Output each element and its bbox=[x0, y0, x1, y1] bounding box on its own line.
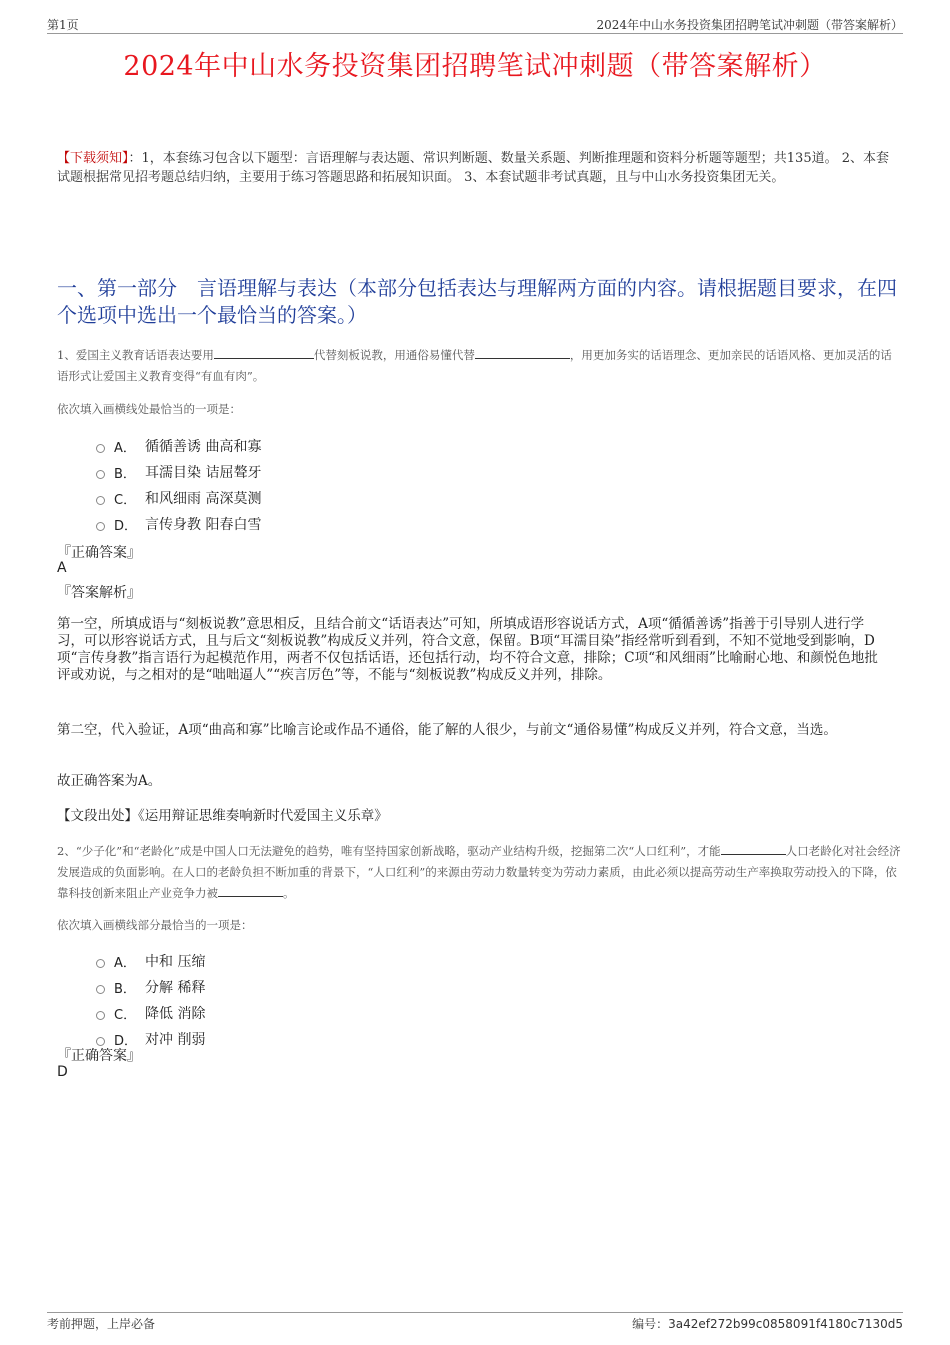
q2-option-d[interactable]: D． 对冲 削弱 bbox=[96, 1026, 205, 1052]
page-number: 第1页 bbox=[47, 18, 79, 32]
section-heading: 一、第一部分 言语理解与表达（本部分包括表达与理解两方面的内容。请根据题目要求，在四个选项中选出一个最恰当的答案。） bbox=[57, 276, 897, 327]
radio-icon[interactable] bbox=[96, 522, 105, 531]
radio-icon[interactable] bbox=[96, 496, 105, 505]
q1-option-d[interactable]: D． 言传身教 阳春白雪 bbox=[96, 511, 261, 537]
footer-slogan: 考前押题，上岸必备 bbox=[47, 1317, 156, 1331]
q2-option-b[interactable]: B． 分解 稀释 bbox=[96, 974, 205, 1000]
q2-answer: D bbox=[57, 1064, 68, 1080]
q1-instruction: 依次填入画横线处最恰当的一项是： bbox=[57, 402, 241, 416]
q2-options bbox=[96, 948, 205, 1052]
question-1-stem bbox=[57, 345, 902, 387]
q1-analysis-p1: 第一空，所填成语与“刻板说教”意思相反，且结合前文“话语表达”可知，所填成语形容说话方式，A项“循循善诱”指善于引导别人进行学习，可以形容说话方式，且与后文“刻板说教”构成反义并列，符合文意，保留。B项“耳濡目染”指经常听到看到，不知不觉地受到影响，D项“言传身教”指言语行为起模范作用，两者不仅包括话语，还包括行动，均不符合文意，排除；C项“和风细雨”比喻耐心地、和颜悦色地批评或劝说，与之相对的是“咄咄逼人”“疾言厉色”等，不能与“刻板说教”构成反义并列，排除。 bbox=[57, 616, 878, 683]
footer-serial: 编号：3a42ef272b99c0858091f4180c7130d5 bbox=[632, 1317, 903, 1331]
document-title: 2024年中山水务投资集团招聘笔试冲刺题（带答案解析） bbox=[123, 51, 827, 82]
q1-text-3: ，用更加务实的话语理念、更加亲民的话语风格、更加灵活的话语形式让爱国主义教育变得“有血有肉”。 bbox=[57, 348, 892, 383]
q2-text-2: 人口老龄化对社会经济发展造成的负面影响。在人口的老龄负担不断加重的背景下，“人口红利”的来源由劳动力数量转变为劳动力素质，由此必须以提高劳动生产率换取劳动投入的下降，依靠科技创新来阻止产业竞争力被 bbox=[57, 844, 901, 900]
q1-source: 【文段出处】《运用辩证思维奏响新时代爱国主义乐章》 bbox=[57, 808, 388, 824]
header-doc-title: 2024年中山水务投资集团招聘笔试冲刺题（带答案解析） bbox=[596, 18, 903, 32]
q1-analysis-label: 『答案解析』 bbox=[57, 585, 141, 601]
q1-answer: A bbox=[57, 560, 67, 576]
q2-option-a[interactable]: A． 中和 压缩 bbox=[96, 948, 205, 974]
q1-blank-2 bbox=[475, 347, 570, 359]
q1-option-a[interactable]: A． 循循善诱 曲高和寡 bbox=[96, 433, 261, 459]
q1-analysis-p2: 第二空，代入验证，A项“曲高和寡”比喻言论或作品不通俗，能了解的人很少，与前文“通俗易懂”构成反义并列，符合文意，当选。 bbox=[57, 722, 837, 738]
radio-icon[interactable] bbox=[96, 985, 105, 994]
radio-icon[interactable] bbox=[96, 470, 105, 479]
q2-text-1: 2、“少子化”和“老龄化”成是中国人口无法避免的趋势，唯有坚持国家创新战略，驱动产业结构升级，挖掘第二次“人口红利”，才能 bbox=[57, 844, 721, 858]
q2-instruction: 依次填入画横线部分最恰当的一项是： bbox=[57, 918, 253, 932]
notice-text: ：1，本套练习包含以下题型：言语理解与表达题、常识判断题、数量关系题、判断推理题和资料分析题等题型；共135道。 2、本套试题根据常见招考题总结归纳，主要用于练习答题思路和拓展知识面。 3、本套试题非考试真题，且与中山水务投资集团无关。 bbox=[57, 151, 890, 185]
q2-answer-label: 『正确答案』 bbox=[57, 1048, 141, 1064]
q1-text-1: 1、爱国主义教育话语表达要用 bbox=[57, 348, 214, 362]
q1-answer-label: 『正确答案』 bbox=[57, 545, 141, 561]
q1-text-2: 代替刻板说教，用通俗易懂代替 bbox=[313, 348, 475, 362]
radio-icon[interactable] bbox=[96, 444, 105, 453]
question-2-stem bbox=[57, 841, 902, 904]
q2-option-c[interactable]: C． 降低 消除 bbox=[96, 1000, 205, 1026]
q1-analysis-p3: 故正确答案为A。 bbox=[57, 773, 162, 789]
notice-lead: 【下载须知】 bbox=[57, 151, 129, 166]
q2-blank-1 bbox=[721, 843, 786, 855]
page-header bbox=[47, 14, 903, 34]
download-notice bbox=[57, 149, 899, 187]
q1-options bbox=[96, 433, 261, 537]
q2-text-3: 。 bbox=[283, 886, 295, 900]
q2-blank-2 bbox=[218, 885, 283, 897]
q1-option-c[interactable]: C． 和风细雨 高深莫测 bbox=[96, 485, 261, 511]
radio-icon[interactable] bbox=[96, 959, 105, 968]
q1-blank-1 bbox=[214, 347, 314, 359]
radio-icon[interactable] bbox=[96, 1011, 105, 1020]
q1-option-b[interactable]: B． 耳濡目染 诘屈聱牙 bbox=[96, 459, 261, 485]
page-footer bbox=[47, 1312, 903, 1332]
